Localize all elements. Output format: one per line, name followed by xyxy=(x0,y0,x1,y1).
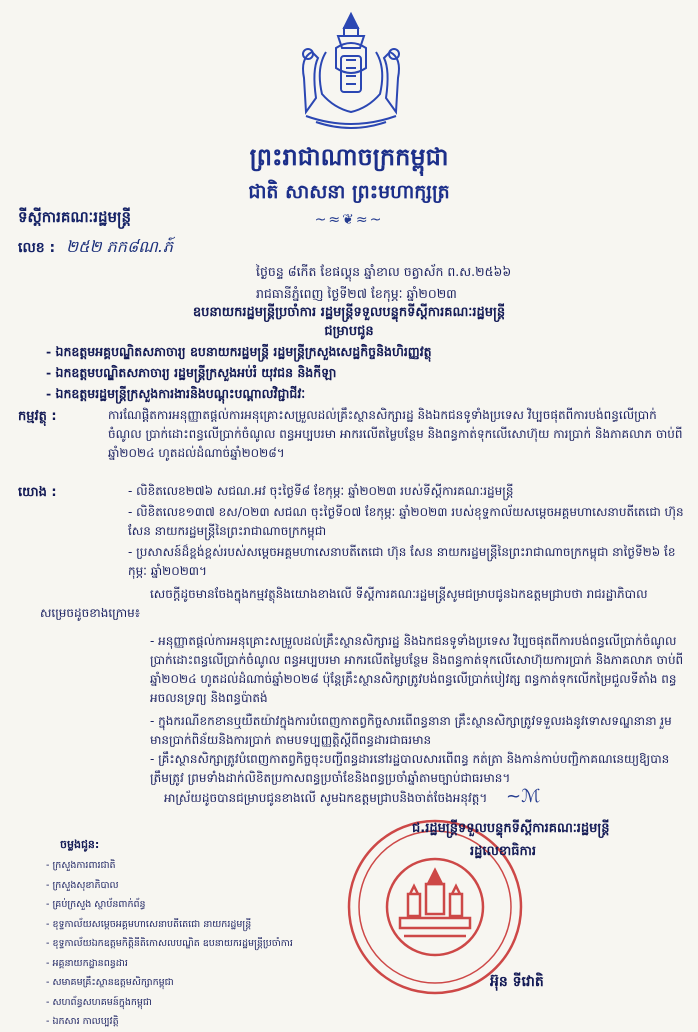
cc-list xyxy=(46,856,296,1032)
reference-item: - លិខិតលេខ២៧៦ សជណ.អវ ចុះថ្ងៃទី៨ ខែកុម្ភៈ ឆ្នាំ២០២៣ របស់ទីស្តីការគណៈរដ្ឋមន្ត្រី xyxy=(128,484,514,498)
cc-item: - សមាគមគ្រឹះស្ថានឧត្តមសិក្សាកម្ពុជា xyxy=(46,973,296,993)
signer-name: អ៊ុន ទីវោតិ xyxy=(490,974,544,990)
signer-position: រដ្ឋលេខាធិការ xyxy=(470,844,537,859)
decision-point: - គ្រឹះស្ថានសិក្សាត្រូវបំពេញកាតព្វកិច្ចចុះបញ្ជីពន្ធដារនៅរដ្ឋបាលសារពើពន្ធ កត់ត្រា និងកាន់កាប់បញ្ជិកាគណនេយ្យឱ្យបានត្រឹមត្រូវ ព្រមទាំងដាក់លិខិតប្រកាសពន្ធប្រចាំខែនិងពន្ធប្រចាំឆ្នាំតាមច្បាប់ជាធរមាន។ xyxy=(150,752,670,785)
recipient-item: - ឯកឧត្តមអគ្គបណ្ឌិតសភាចារ្យ ឧបនាយករដ្ឋមន្ត្រី រដ្ឋមន្ត្រីក្រសួងសេដ្ឋកិច្ចនិងហិរញ្ញវត្ថុ xyxy=(46,344,432,359)
references-label: យោង : xyxy=(18,485,57,500)
cc-item: - ក្រសួងការពារជាតិ xyxy=(46,856,296,876)
subject-text: ការណែផ្តិតការអនុញ្ញាតផ្តល់ការអនុគ្រោះសម្រួលដល់គ្រឹះស្ថានសិក្សារដ្ឋ និងឯកជនទូទាំងប្រទេស វិប្បចផុតពីការបង់ពន្ធលើប្រាក់ចំណូល ប្រាក់ដោះពន្ធលើប្រាក់ចំណូល ពន្ធអប្បបរមា អាករលើតម្លៃបន្ថែម និងពន្ធកាត់ទុកលើសោហ៊ុយ ការប្រាក់ និងភាគលាភ ចាប់ពីឆ្នាំ២០២៤ ហូតដល់ដំណាច់ឆ្នាំ២០២៨។ xyxy=(108,408,683,460)
decision-point: - អនុញ្ញាតផ្តល់ការអនុគ្រោះសម្រួលដល់គ្រឹះស្ថានសិក្សារដ្ឋ និងឯកជនទូទាំងប្រទេស វិប្បចផុតពីការបង់ពន្ធលើប្រាក់ចំណូលប្រាក់ដោះពន្ធលើប្រាក់ចំណូល ពន្ធអប្បបរមា អាករលើតម្លៃបន្ថែម និងពន្ធកាត់ទុកលើសោហ៊ុយការប្រាក់ និងភាគលាភ ចាប់ពីឆ្នាំ២០២៤ ហូតដល់ដំណាច់ឆ្នាំ២០២៨ ប៉ុន្តែគ្រឹះស្ថានសិក្សាត្រូវបង់ពន្ធលើប្រាក់បៀវត្ស ពន្ធកាត់ទុកលើកម្រៃជួលទីតាំង ពន្ធអចលនទ្រព្យ និងពន្ធប៉ាតង់ xyxy=(150,634,684,705)
decision-point: - ក្នុងករណីខកខានឬយឺតយ៉ាវក្នុងការបំពេញកាតព្វកិច្ចសារពើពន្ធនានា គ្រឹះស្ថានសិក្សាត្រូវទទួលរងនូវទោសទណ្ឌនានា រួមមានប្រាក់ពិន័យនិងការប្រាក់ តាមបទប្បញ្ញត្តិស្តីពីពន្ធដារជាធរមាន xyxy=(150,714,672,747)
national-motto: ជាតិ សាសនា ព្រះមហាក្សត្រ xyxy=(248,181,450,203)
closing-line: អាស្រ័យដូចបានជម្រាបជូនខាងលើ សូមឯកឧត្តមជ្រាបនិងចាត់ចែងអនុវត្ត។ xyxy=(164,791,488,805)
reference-label: លេខ : xyxy=(18,240,56,256)
cc-title: ចម្លងជូន: xyxy=(60,838,100,851)
subject-label: កម្មវត្ថុ : xyxy=(18,409,57,424)
signer-title: ជ.រដ្ឋមន្ត្រីទទួលបន្ទុកទីស្តីការគណៈរដ្ឋមន្ត្រី xyxy=(412,821,610,836)
cc-item: - ឯកសារ កាលប្បវត្តិ xyxy=(46,1012,296,1032)
recipient-item: - ឯកឧត្តមរដ្ឋមន្ត្រីក្រសួងការងារនិងបណ្តុះបណ្តាលវិជ្ជាជីវៈ xyxy=(46,386,306,401)
initials-mark-icon: ~ℳ xyxy=(506,786,541,807)
solar-date: រាជធានីភ្នំពេញ ថ្ងៃទី២៧ ខែកុម្ភៈ ឆ្នាំ២០២៣ xyxy=(256,286,457,301)
body-paragraph: សេចក្តីដូចមានចែងក្នុងកម្មវត្ថុនិងយោងខាងលើ ទីស្តីការគណៈរដ្ឋមន្ត្រីសូមជម្រាបជូនឯកឧត្តមជ្រាបថា រាជរដ្ឋាភិបាលសម្រេចដូចខាងក្រោម៖ xyxy=(40,587,648,620)
kingdom-name: ព្រះរាជាណាចក្រកម្ពុជា xyxy=(249,143,449,171)
divider-ornament-icon: ~≈❦≈~ xyxy=(314,212,384,228)
issuing-office: ទីស្តីការគណៈរដ្ឋមន្ត្រី xyxy=(18,208,132,226)
cc-item: - ខុទ្ទកាល័យឯកឧត្តមកិត្តិនីតិកោសលបណ្ឌិត ឧបនាយករដ្ឋមន្ត្រីប្រចាំការ xyxy=(46,934,296,954)
royal-coat-of-arms-icon xyxy=(286,8,416,138)
reference-number xyxy=(18,236,173,260)
reference-item: - ប្រសាសន៍ដ៏ខ្ពង់ខ្ពស់របស់សម្តេចអគ្គមហាសេនាបតីតេជោ ហ៊ុន សែន នាយករដ្ឋមន្ត្រីនៃព្រះរាជាណាចក្រកម្ពុជា នាថ្ងៃទី២៦ ខែកុម្ភៈ ឆ្នាំ២០២៣។ xyxy=(128,545,676,578)
cc-item: - សហព័ន្ធសហគមន៍ក្នុងកម្ពុជា xyxy=(46,993,296,1013)
cc-item: - ក្រសួងសុខាភិបាល xyxy=(46,876,296,896)
lunar-date: ថ្ងៃចន្ទ ៨កើត ខែផល្គុន ឆ្នាំខាល ចត្វាស័ក ព.ស.២៥៦៦ xyxy=(256,264,512,279)
sender-heading: ឧបនាយករដ្ឋមន្ត្រីប្រចាំការ រដ្ឋមន្ត្រីទទួលបន្ទុកទីស្តីការគណៈរដ្ឋមន្ត្រី xyxy=(192,305,506,320)
greeting-heading: ជម្រាបជូន xyxy=(324,324,374,339)
recipient-item: - ឯកឧត្តមបណ្ឌិតសភាចារ្យ រដ្ឋមន្ត្រីក្រសួងអប់រំ យុវជន និងកីឡា xyxy=(46,365,337,380)
cc-item: - គ្រប់ក្រសួង ស្ថាប័នពាក់ព័ន្ធ xyxy=(46,895,296,915)
cc-item: - ខុទ្ទកាល័យសម្តេចអគ្គមហាសេនាបតីតេជោ នាយករដ្ឋមន្ត្រី xyxy=(46,915,296,935)
reference-value: ២៥២ ភក៨ណ.ភ៍ xyxy=(66,237,174,256)
reference-item: - លិខិតលេខ១៣៧ ខស/០២៣ សជណ ចុះថ្ងៃទី០៧ ខែកុម្ភៈ ឆ្នាំ២០២៣ របស់ខុទ្ទកាល័យសម្តេចអគ្គមហាសេនាបតីតេជោ ហ៊ុន សែន នាយករដ្ឋមន្ត្រីនៃព្រះរាជាណាចក្រកម្ពុជា xyxy=(128,505,684,538)
cc-item: - អគ្គនាយកដ្ឋានពន្ធដារ xyxy=(46,954,296,974)
